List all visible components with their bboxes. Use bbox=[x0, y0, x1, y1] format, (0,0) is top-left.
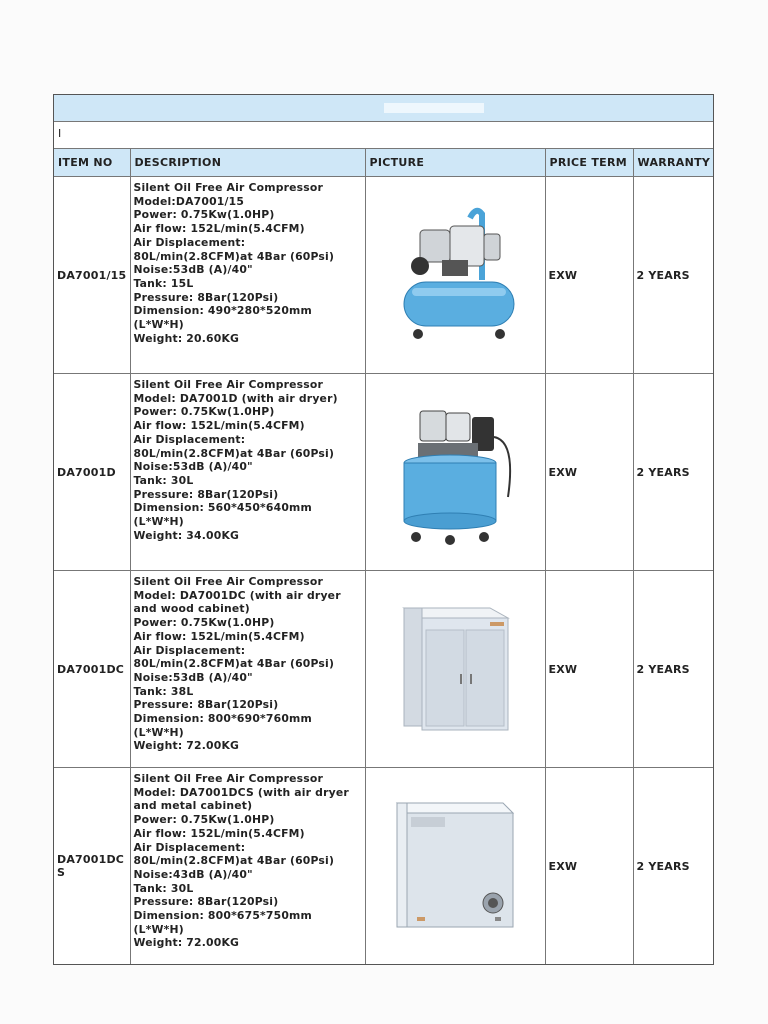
item-no-cell: DA7001D bbox=[54, 374, 130, 571]
desc-line: Dimension: 800*690*760mm bbox=[133, 712, 312, 726]
desc-line: Air flow: 152L/min(5.4CFM) bbox=[133, 222, 305, 236]
desc-line: Air flow: 152L/min(5.4CFM) bbox=[133, 419, 305, 433]
desc-line: 80L/min(2.8CFM)at 4Bar (60Psi) bbox=[133, 446, 335, 460]
desc-line: (L*W*H) bbox=[133, 318, 184, 332]
desc-line: Noise:53dB (A)/40" bbox=[133, 263, 253, 277]
product-sheet bbox=[53, 94, 714, 965]
item-no-cell: DA7001DC S bbox=[54, 768, 130, 965]
picture-cell bbox=[365, 768, 545, 965]
description-cell bbox=[130, 768, 365, 965]
desc-line: Pressure: 8Bar(120Psi) bbox=[133, 290, 279, 304]
title-redaction bbox=[384, 103, 484, 113]
desc-line: Power: 0.75Kw(1.0HP) bbox=[133, 616, 275, 630]
desc-line: Air Displacement: bbox=[133, 432, 246, 446]
desc-line: Weight: 34.00KG bbox=[133, 528, 240, 542]
picture-cell bbox=[365, 571, 545, 768]
desc-line: Pressure: 8Bar(120Psi) bbox=[133, 698, 279, 712]
price-term-cell: EXW bbox=[545, 571, 633, 768]
desc-line: Air flow: 152L/min(5.4CFM) bbox=[133, 826, 305, 840]
price-term-cell: EXW bbox=[545, 768, 633, 965]
desc-line: Air flow: 152L/min(5.4CFM) bbox=[133, 629, 305, 643]
desc-line: Noise:43dB (A)/40" bbox=[133, 867, 253, 881]
desc-line: Air Displacement: bbox=[133, 840, 246, 854]
table-row bbox=[54, 571, 713, 768]
desc-line: Tank: 15L bbox=[133, 276, 194, 290]
desc-line: Model: DA7001D (with air dryer) bbox=[133, 391, 338, 405]
desc-line: Dimension: 490*280*520mm bbox=[133, 304, 312, 318]
desc-line: (L*W*H) bbox=[133, 515, 184, 529]
sheet-subtitle: I bbox=[54, 122, 713, 149]
desc-line: Tank: 30L bbox=[133, 473, 194, 487]
desc-line: Power: 0.75Kw(1.0HP) bbox=[133, 405, 275, 419]
desc-line: Silent Oil Free Air Compressor bbox=[133, 575, 324, 588]
warranty-cell: 2 YEARS bbox=[633, 571, 713, 768]
desc-line: Noise:53dB (A)/40" bbox=[133, 670, 253, 684]
desc-line: Noise:53dB (A)/40" bbox=[133, 460, 253, 474]
warranty-cell: 2 YEARS bbox=[633, 768, 713, 965]
desc-line: Air Displacement: bbox=[133, 235, 246, 249]
col-header-item-no: ITEM NO bbox=[54, 149, 130, 177]
desc-line: Tank: 30L bbox=[133, 881, 194, 895]
description-cell bbox=[130, 374, 365, 571]
desc-line: Dimension: 560*450*640mm bbox=[133, 501, 312, 515]
desc-line: and wood cabinet) bbox=[133, 602, 250, 616]
desc-line: and metal cabinet) bbox=[133, 799, 253, 813]
desc-line: 80L/min(2.8CFM)at 4Bar (60Psi) bbox=[133, 249, 335, 263]
wood-cabinet-image bbox=[390, 594, 520, 744]
desc-line: (L*W*H) bbox=[133, 922, 184, 936]
col-header-price-term: PRICE TERM bbox=[545, 149, 633, 177]
desc-line: Air Displacement: bbox=[133, 643, 246, 657]
desc-line: Tank: 38L bbox=[133, 684, 194, 698]
desc-line: Weight: 72.00KG bbox=[133, 739, 240, 753]
table-header-row bbox=[54, 149, 713, 177]
price-term-cell: EXW bbox=[545, 177, 633, 374]
desc-line: Model: DA7001DCS (with air dryer bbox=[133, 785, 349, 799]
sheet-title-bar bbox=[54, 95, 713, 122]
compressor-small-tank-image bbox=[390, 200, 520, 350]
col-header-warranty: WARRANTY bbox=[633, 149, 713, 177]
desc-line: (L*W*H) bbox=[133, 725, 184, 739]
picture-cell bbox=[365, 177, 545, 374]
price-term-cell: EXW bbox=[545, 374, 633, 571]
desc-line: Silent Oil Free Air Compressor bbox=[133, 378, 324, 391]
description-cell bbox=[130, 177, 365, 374]
item-no-cell: DA7001DC bbox=[54, 571, 130, 768]
desc-line: Power: 0.75Kw(1.0HP) bbox=[133, 813, 275, 827]
desc-line: 80L/min(2.8CFM)at 4Bar (60Psi) bbox=[133, 854, 335, 868]
desc-line: 80L/min(2.8CFM)at 4Bar (60Psi) bbox=[133, 657, 335, 671]
desc-line: Power: 0.75Kw(1.0HP) bbox=[133, 208, 275, 222]
desc-line: Silent Oil Free Air Compressor bbox=[133, 181, 324, 194]
desc-line: Dimension: 800*675*750mm bbox=[133, 909, 312, 923]
warranty-cell: 2 YEARS bbox=[633, 177, 713, 374]
desc-line: Pressure: 8Bar(120Psi) bbox=[133, 487, 279, 501]
item-no-cell: DA7001/15 bbox=[54, 177, 130, 374]
table-row bbox=[54, 177, 713, 374]
col-header-picture: PICTURE bbox=[365, 149, 545, 177]
description-cell bbox=[130, 571, 365, 768]
col-header-description: DESCRIPTION bbox=[130, 149, 365, 177]
table-row bbox=[54, 768, 713, 965]
warranty-cell: 2 YEARS bbox=[633, 374, 713, 571]
table-row bbox=[54, 374, 713, 571]
desc-line: Silent Oil Free Air Compressor bbox=[133, 772, 324, 785]
desc-line: Weight: 72.00KG bbox=[133, 936, 240, 950]
desc-line: Weight: 20.60KG bbox=[133, 331, 240, 345]
compressor-vertical-tank-image bbox=[390, 397, 520, 547]
desc-line: Model:DA7001/15 bbox=[133, 194, 245, 208]
picture-cell bbox=[365, 374, 545, 571]
desc-line: Pressure: 8Bar(120Psi) bbox=[133, 895, 279, 909]
metal-cabinet-image bbox=[385, 791, 525, 941]
desc-line: Model: DA7001DC (with air dryer bbox=[133, 588, 341, 602]
product-table bbox=[54, 149, 713, 964]
